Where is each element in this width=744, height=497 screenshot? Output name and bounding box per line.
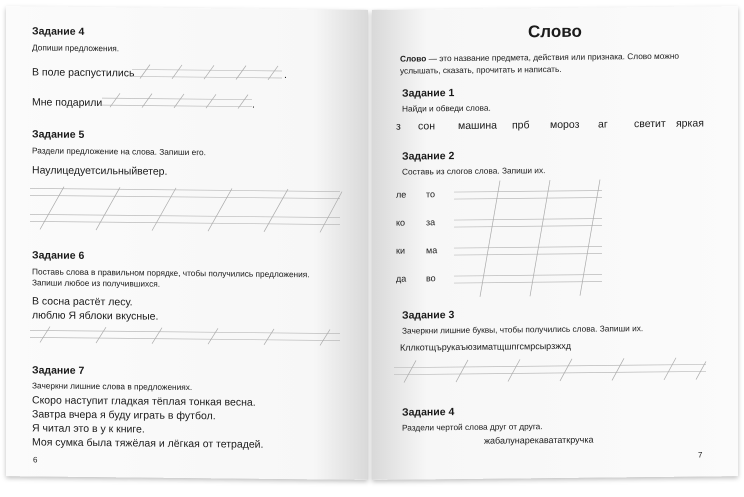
intro-line1 bbox=[400, 51, 679, 64]
task4-line2: Мне подарили bbox=[32, 96, 103, 110]
writing-lines-task6[interactable] bbox=[30, 324, 350, 349]
r-task4-letters[interactable]: жабалунарекавататкручка bbox=[484, 434, 594, 446]
writing-lines-task2[interactable] bbox=[454, 179, 604, 299]
word-5[interactable]: мороз bbox=[550, 118, 580, 132]
task4-title: Задание 4 bbox=[32, 25, 85, 38]
writing-lines-task5[interactable] bbox=[30, 184, 350, 235]
syllable-4b: во bbox=[426, 273, 436, 284]
task5-instruction: Раздели предложение на слова. Запиши его. bbox=[32, 145, 206, 158]
syllable-4a: да bbox=[396, 273, 407, 284]
syllable-2a: ко bbox=[396, 217, 406, 228]
page-title: Слово bbox=[528, 21, 582, 42]
word-1[interactable]: з bbox=[396, 120, 401, 133]
word-8[interactable]: яркая bbox=[676, 117, 704, 130]
syllable-3b: ма bbox=[426, 245, 438, 256]
task7-title: Задание 7 bbox=[32, 364, 85, 377]
r-task3-title: Задание 3 bbox=[402, 309, 455, 322]
writing-line-1[interactable] bbox=[132, 64, 292, 82]
page-number-right: 7 bbox=[698, 450, 703, 460]
r-task2-title: Задание 2 bbox=[402, 150, 455, 163]
word-7[interactable]: светит bbox=[634, 117, 666, 131]
intro-line2: услышать, сказать, прочитать и написать. bbox=[400, 63, 562, 76]
task6-instruction1: Поставь слова в правильном порядке, чтобы получились предложения. bbox=[32, 266, 310, 280]
task4-instruction: Допиши предложения. bbox=[32, 42, 120, 54]
r-task4-instruction: Раздели чертой слова друг от друга. bbox=[402, 421, 543, 433]
left-page bbox=[6, 6, 368, 480]
task7-line-3: Я читал это в у к книге. bbox=[32, 422, 145, 436]
r-task1-instruction: Найди и обведи слова. bbox=[402, 102, 491, 114]
task6-instruction2: Запиши любое из получившихся. bbox=[32, 277, 161, 289]
task6-title: Задание 6 bbox=[32, 249, 85, 262]
word-6[interactable]: аг bbox=[598, 118, 608, 131]
word-4[interactable]: прб bbox=[512, 119, 530, 132]
task7-instruction: Зачеркни лишние слова в предложениях. bbox=[32, 380, 193, 393]
task7-line-2: Завтра вчера я буду играть в футбол. bbox=[32, 408, 216, 423]
word-2[interactable]: сон bbox=[418, 120, 436, 133]
writing-line-2[interactable] bbox=[102, 93, 262, 111]
task7-line-4: Моя сумка была тяжёлая и лёгкая от тетрадей. bbox=[32, 436, 264, 451]
syllable-1b: то bbox=[426, 189, 436, 200]
r-task3-letters[interactable]: Кллкотщърукаъюзиматщшпгсмрсырзжхд bbox=[400, 340, 571, 353]
task4-dot-1: . bbox=[284, 69, 287, 82]
page-number-left: 6 bbox=[33, 455, 38, 465]
right-page bbox=[372, 6, 738, 480]
writing-lines-task3[interactable] bbox=[394, 357, 714, 386]
task5-title: Задание 5 bbox=[32, 128, 85, 141]
syllable-3a: ки bbox=[396, 245, 405, 256]
task4-line1: В поле распустились bbox=[32, 66, 135, 80]
task4-dot-2: . bbox=[252, 98, 255, 111]
r-task2-instruction: Составь из слогов слова. Запиши их. bbox=[402, 165, 546, 177]
task7-line-1: Скоро наступит гладкая тёплая тонкая весна. bbox=[32, 394, 256, 409]
task5-text: Наулицедуетсильныйветер. bbox=[32, 164, 168, 178]
syllable-2b: за bbox=[426, 217, 436, 228]
syllable-1a: ле bbox=[396, 189, 407, 200]
word-3[interactable]: машина bbox=[458, 119, 497, 133]
task6-line1: В сосна растёт лесу. bbox=[32, 295, 133, 309]
task6-line2: люблю Я яблоки вкусные. bbox=[32, 309, 159, 323]
r-task1-title: Задание 1 bbox=[402, 87, 455, 100]
intro-bold: Слово bbox=[400, 53, 427, 64]
intro-rest: — это название предмета, действия или признака. Слово можно bbox=[426, 50, 680, 64]
r-task3-instruction: Зачеркни лишние буквы, чтобы получились слова. Запиши их. bbox=[402, 323, 644, 336]
r-task4-title: Задание 4 bbox=[402, 406, 455, 419]
